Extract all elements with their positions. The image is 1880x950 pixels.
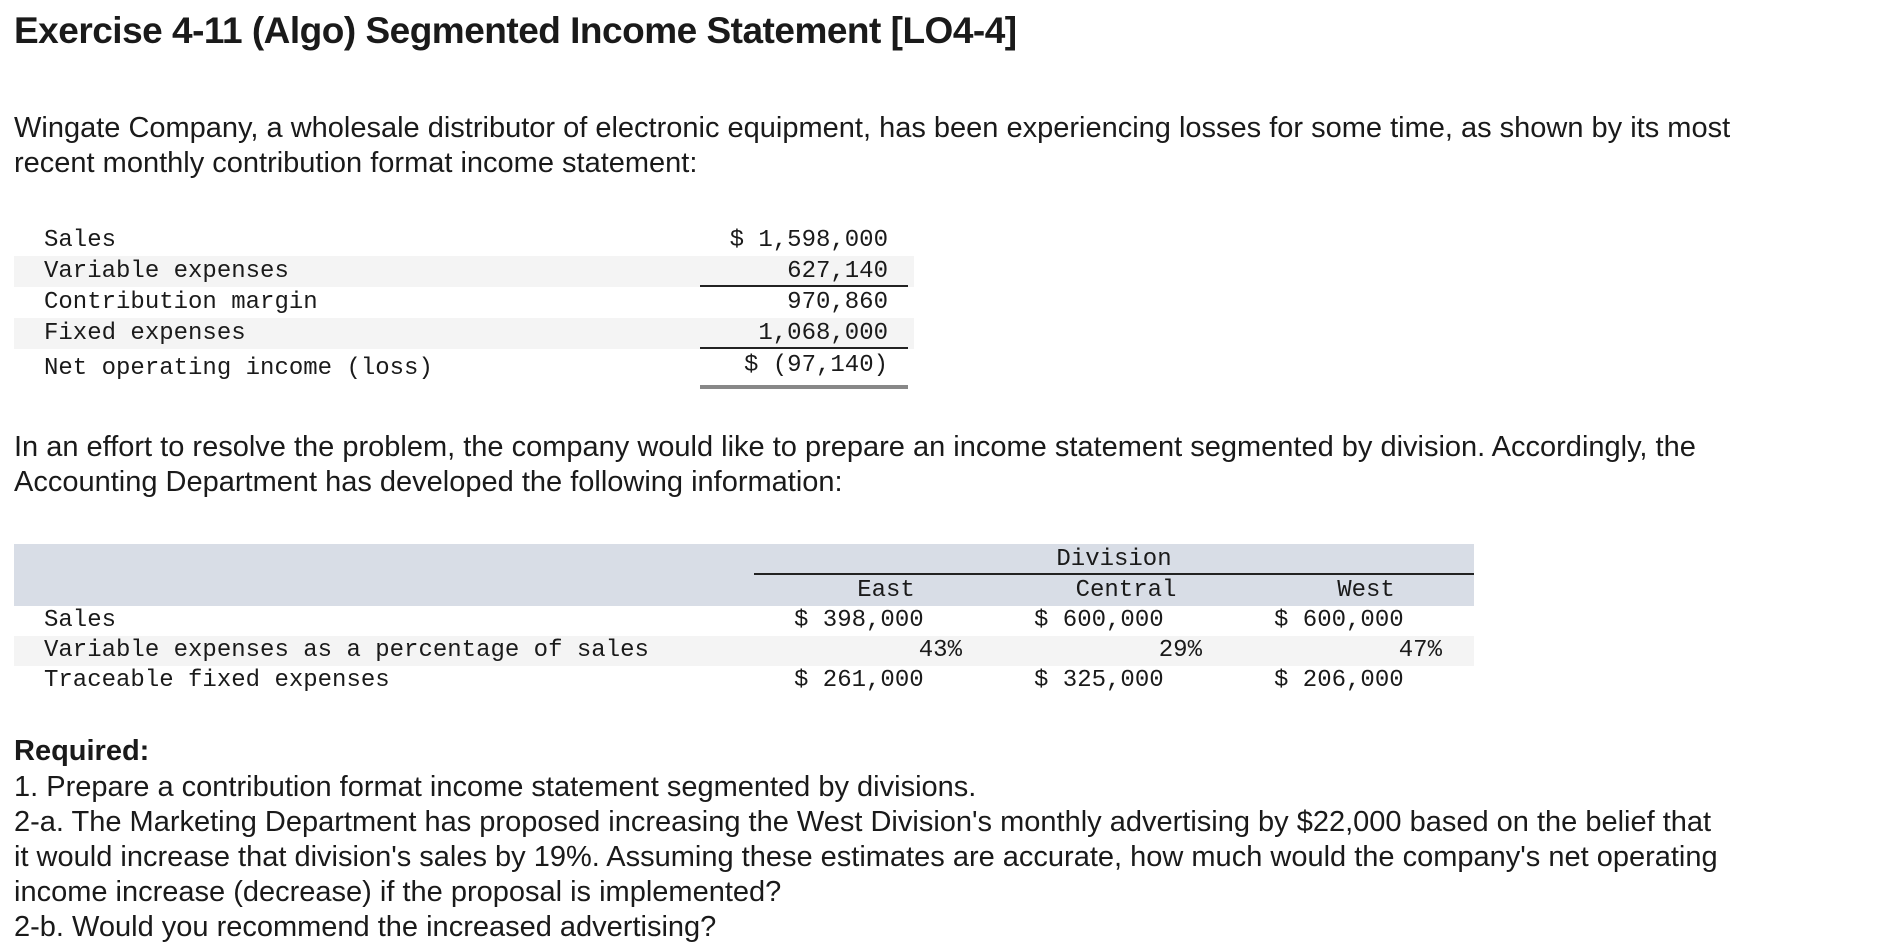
- row-label: Sales: [44, 227, 117, 254]
- row-label: Variable expenses as a percentage of sales: [44, 637, 649, 664]
- table-row: [14, 666, 1474, 696]
- intro-line-2: recent monthly contribution format income statement:: [14, 147, 698, 179]
- required-item-2b: 2-b. Would you recommend the increased advertising?: [14, 911, 717, 943]
- cell-central: 29%: [1158, 637, 1202, 664]
- intro-paragraph: [14, 111, 1878, 181]
- row-label: Traceable fixed expenses: [44, 667, 390, 694]
- row-value: 1,068,000: [700, 318, 908, 349]
- table-row: [14, 349, 914, 389]
- row-label: Fixed expenses: [44, 320, 246, 347]
- division-group-header: Division: [754, 544, 1474, 575]
- required-list: [14, 770, 1718, 945]
- required-item-2a-line-3: income increase (decrease) if the proposal is implemented?: [14, 876, 782, 908]
- list-item: [14, 910, 1718, 945]
- required-heading: Required:: [14, 735, 150, 767]
- middle-paragraph: [14, 430, 1878, 500]
- required-item-2a-line-2: it would increase that division's sales by 19%. Assuming these estimates are accurate, how much would the company's net operating: [14, 841, 1718, 873]
- table-row: [14, 225, 914, 256]
- division-table-header: [14, 544, 1474, 606]
- table-row: [14, 287, 914, 318]
- income-statement-table: [14, 225, 914, 389]
- cell-east: 43%: [918, 637, 962, 664]
- cell-west: $ 206,000: [1274, 667, 1404, 694]
- cell-central: $ 600,000: [1034, 607, 1164, 634]
- cell-west: 47%: [1398, 637, 1442, 664]
- required-item-2a-line-1: 2-a. The Marketing Department has proposed increasing the West Division's monthly advertising by $22,000 based on the belief that: [14, 806, 1712, 838]
- column-header-west: West: [1337, 577, 1395, 604]
- list-item: [14, 770, 1718, 805]
- column-header-east: East: [857, 577, 915, 604]
- page-title: Exercise 4-11 (Algo) Segmented Income Statement [LO4-4]: [14, 10, 1017, 51]
- cell-west: $ 600,000: [1274, 607, 1404, 634]
- row-value: $ (97,140): [700, 349, 908, 389]
- cell-central: $ 325,000: [1034, 667, 1164, 694]
- row-value: 627,140: [700, 256, 908, 287]
- intro-line-1: Wingate Company, a wholesale distributor of electronic equipment, has been experiencing losses for some time, as shown by its most: [14, 112, 1731, 144]
- table-row: [14, 256, 914, 287]
- division-table: [14, 544, 1474, 696]
- middle-line-2: Accounting Department has developed the following information:: [14, 466, 843, 498]
- row-label: Variable expenses: [44, 258, 289, 285]
- row-label: Sales: [44, 607, 117, 634]
- required-item-1: 1. Prepare a contribution format income statement segmented by divisions.: [14, 771, 977, 803]
- row-value: 970,860: [787, 289, 888, 316]
- table-row: [14, 606, 1474, 636]
- table-row: [14, 318, 914, 349]
- list-item: [14, 805, 1718, 910]
- cell-east: $ 261,000: [794, 667, 924, 694]
- column-header-central: Central: [1075, 577, 1177, 604]
- row-label: Net operating income (loss): [44, 355, 433, 382]
- row-value: $ 1,598,000: [729, 227, 888, 254]
- row-label: Contribution margin: [44, 289, 318, 316]
- middle-line-1: In an effort to resolve the problem, the company would like to prepare an income statement segmented by division. Accordingly, the: [14, 431, 1696, 463]
- cell-east: $ 398,000: [794, 607, 924, 634]
- table-row: [14, 636, 1474, 666]
